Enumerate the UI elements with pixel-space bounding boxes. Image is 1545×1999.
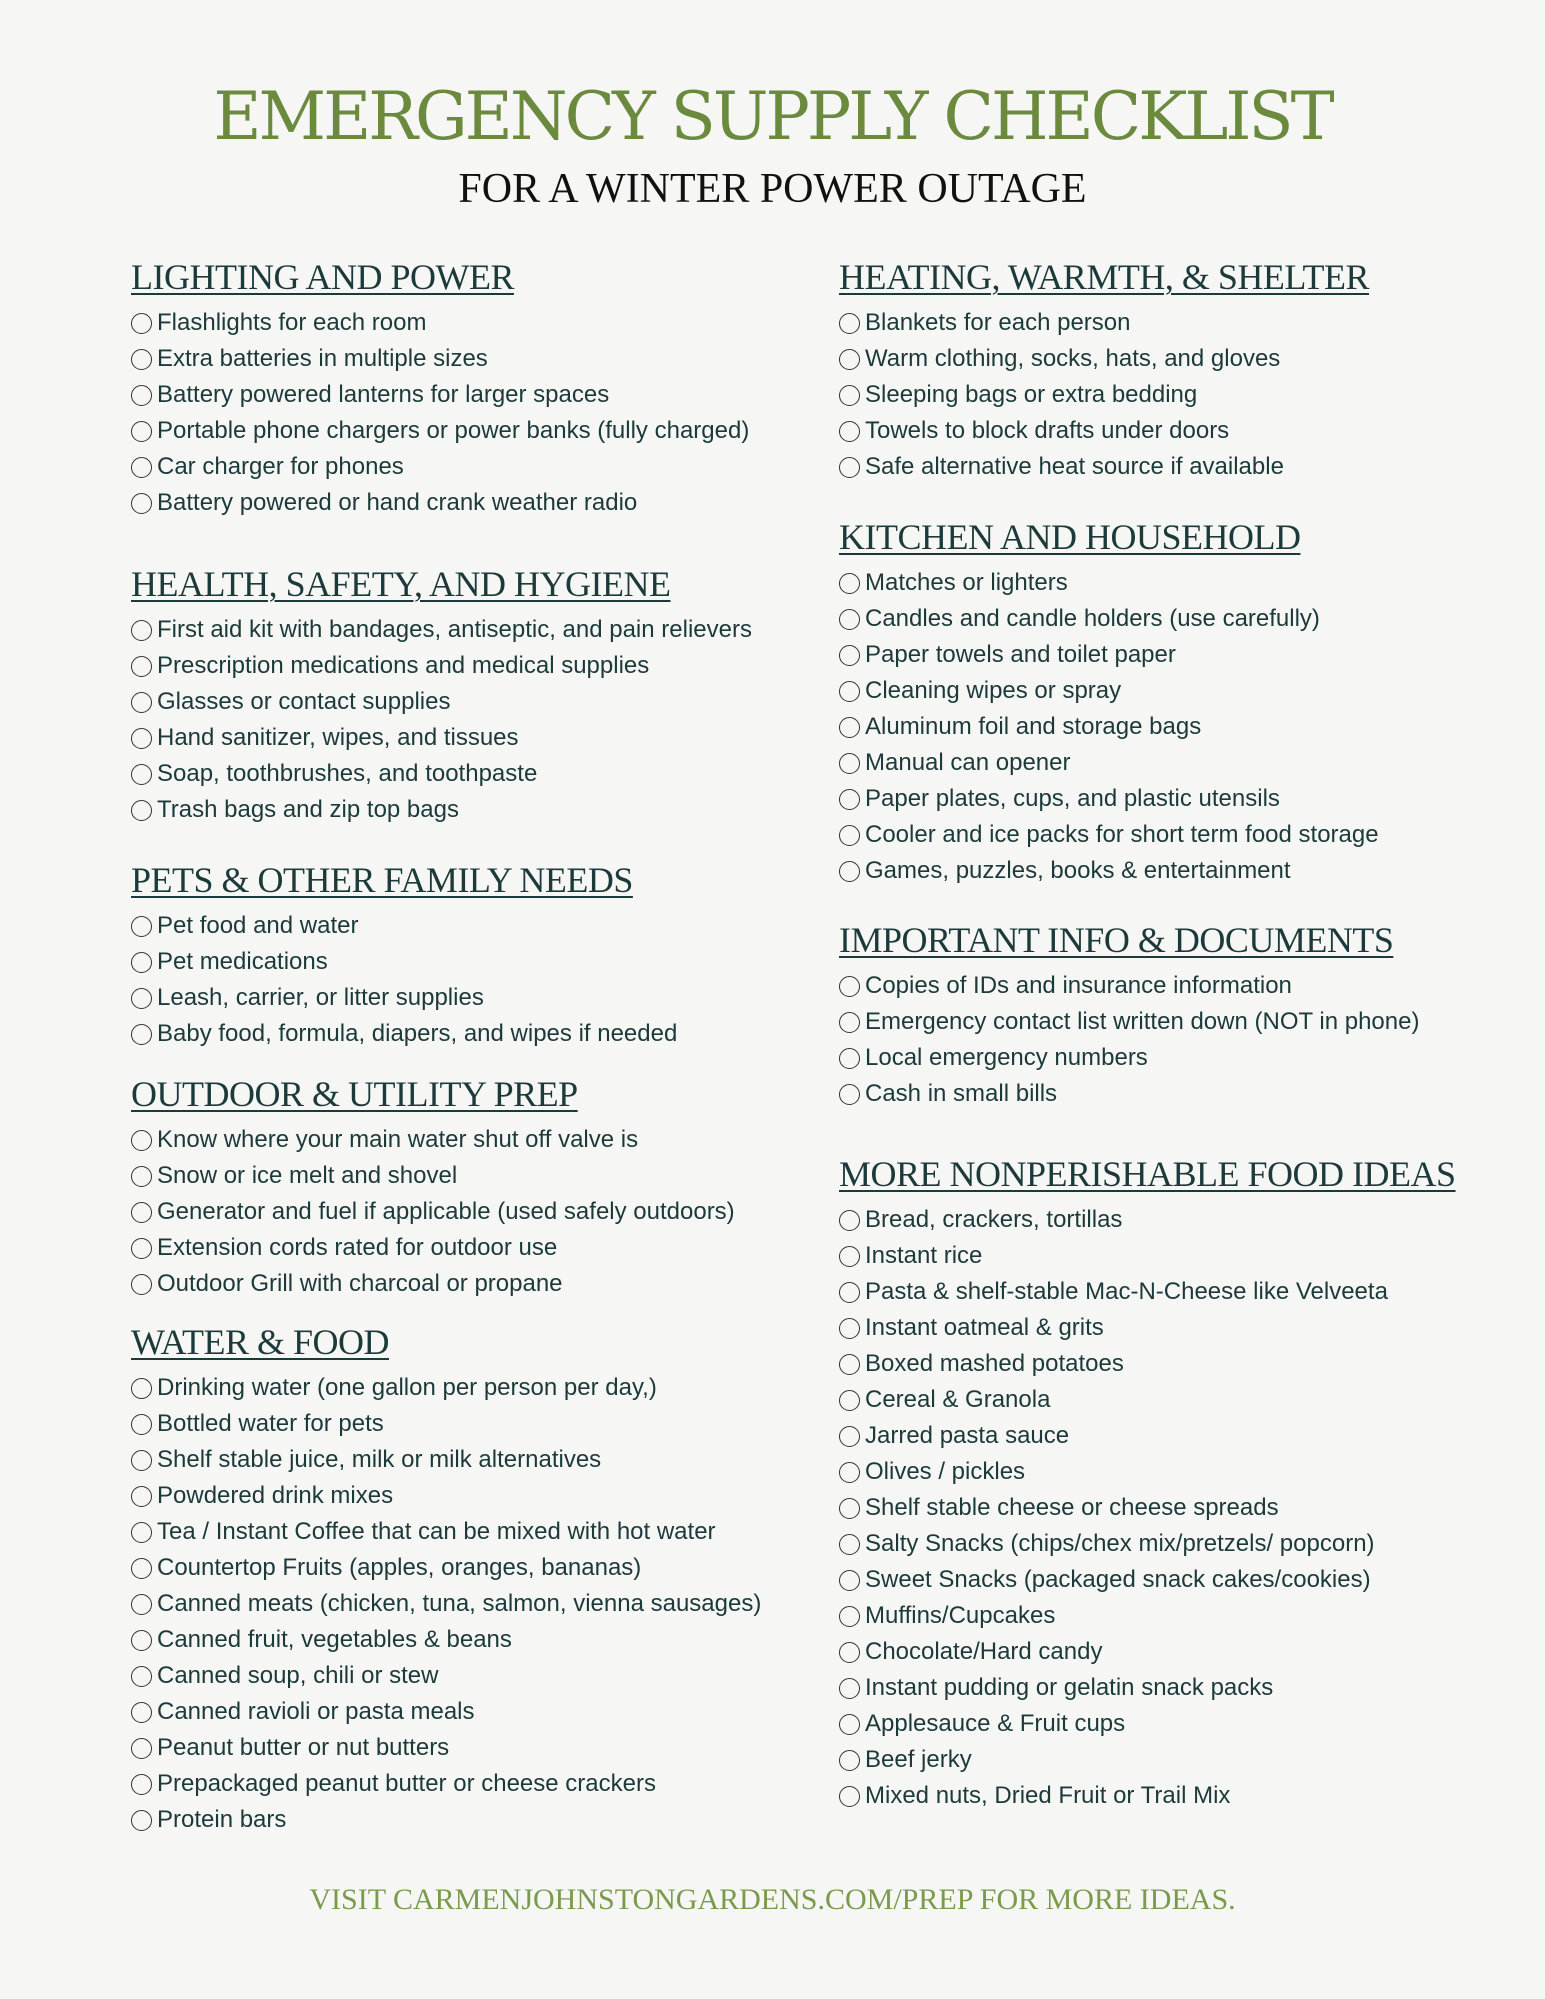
checkbox-circle-icon[interactable] bbox=[131, 1274, 152, 1295]
checklist-item[interactable] bbox=[839, 673, 1529, 709]
checkbox-circle-icon[interactable] bbox=[131, 656, 152, 677]
section-pets bbox=[131, 858, 811, 1052]
checkbox-circle-icon[interactable] bbox=[839, 1048, 860, 1069]
checklist-item[interactable] bbox=[839, 565, 1529, 601]
checkbox-circle-icon[interactable] bbox=[839, 1084, 860, 1105]
checkbox-circle-icon[interactable] bbox=[839, 825, 860, 846]
checkbox-circle-icon[interactable] bbox=[839, 1390, 860, 1411]
checklist-item[interactable] bbox=[131, 1016, 811, 1052]
checklist bbox=[131, 612, 811, 828]
checkbox-circle-icon[interactable] bbox=[131, 1238, 152, 1259]
checkbox-circle-icon[interactable] bbox=[839, 789, 860, 810]
checklist-item-label: Baby food, formula, diapers, and wipes if needed bbox=[157, 1020, 678, 1047]
checklist-item[interactable] bbox=[131, 1658, 811, 1694]
checklist-item[interactable] bbox=[131, 1766, 811, 1802]
checkbox-circle-icon[interactable] bbox=[839, 609, 860, 630]
checklist-item-label: Copies of IDs and insurance information bbox=[865, 972, 1292, 999]
checkbox-circle-icon[interactable] bbox=[839, 349, 860, 370]
checklist-item[interactable] bbox=[839, 709, 1529, 745]
checklist-item-label: Instant pudding or gelatin snack packs bbox=[865, 1674, 1274, 1701]
checkbox-circle-icon[interactable] bbox=[131, 988, 152, 1009]
checkbox-circle-icon[interactable] bbox=[839, 976, 860, 997]
page-title: EMERGENCY SUPPLY CHECKLIST bbox=[213, 78, 1332, 155]
checklist-item[interactable] bbox=[131, 1406, 811, 1442]
checklist-item-label: Soap, toothbrushes, and toothpaste bbox=[157, 760, 538, 787]
checklist-item[interactable] bbox=[839, 1238, 1529, 1274]
checklist-item-label: Beef jerky bbox=[865, 1746, 972, 1773]
checklist-item-label: Instant rice bbox=[865, 1242, 983, 1269]
checkbox-circle-icon[interactable] bbox=[131, 1810, 152, 1831]
checklist-item-label: Blankets for each person bbox=[865, 309, 1131, 336]
checkbox-circle-icon[interactable] bbox=[131, 1202, 152, 1223]
section-heading: WATER & FOOD bbox=[131, 1322, 390, 1362]
section-heading: HEATING, WARMTH, & SHELTER bbox=[839, 257, 1370, 297]
checklist-item-label: Mixed nuts, Dried Fruit or Trail Mix bbox=[865, 1782, 1231, 1809]
checklist-item[interactable] bbox=[839, 1274, 1529, 1310]
checklist-item[interactable] bbox=[839, 1490, 1529, 1526]
checklist-item-label: Sweet Snacks (packaged snack cakes/cookies) bbox=[865, 1566, 1371, 1593]
checkbox-circle-icon[interactable] bbox=[131, 493, 152, 514]
checklist-item-label: Muffins/Cupcakes bbox=[865, 1602, 1056, 1629]
checklist-item-label: Matches or lighters bbox=[865, 569, 1068, 596]
checklist-item-label: Tea / Instant Coffee that can be mixed with hot water bbox=[157, 1518, 716, 1545]
checkbox-circle-icon[interactable] bbox=[839, 645, 860, 666]
checklist-item[interactable] bbox=[839, 817, 1529, 853]
checklist-item[interactable] bbox=[839, 1706, 1529, 1742]
checklist-item[interactable] bbox=[131, 1122, 811, 1158]
checklist-item-label: Canned meats (chicken, tuna, salmon, vienna sausages) bbox=[157, 1590, 762, 1617]
checklist-item[interactable] bbox=[131, 1194, 811, 1230]
checklist-item[interactable] bbox=[131, 413, 811, 449]
checklist-item[interactable] bbox=[131, 305, 811, 341]
checkbox-circle-icon[interactable] bbox=[131, 764, 152, 785]
checklist-item[interactable] bbox=[839, 1526, 1529, 1562]
checklist-item-label: Towels to block drafts under doors bbox=[865, 417, 1230, 444]
checklist-item-label: Instant oatmeal & grits bbox=[865, 1314, 1104, 1341]
checklist-item[interactable] bbox=[131, 1230, 811, 1266]
checklist-item-label: Glasses or contact supplies bbox=[157, 688, 451, 715]
checklist-item[interactable] bbox=[131, 648, 811, 684]
checklist-item[interactable] bbox=[839, 637, 1529, 673]
checklist-item-label: Flashlights for each room bbox=[157, 309, 427, 336]
checklist-item-label: Battery powered lanterns for larger spaces bbox=[157, 381, 610, 408]
checklist-item-label: Cash in small bills bbox=[865, 1080, 1058, 1107]
checkbox-circle-icon[interactable] bbox=[839, 1786, 860, 1807]
section-heading: KITCHEN AND HOUSEHOLD bbox=[839, 517, 1301, 557]
checkbox-circle-icon[interactable] bbox=[131, 1630, 152, 1651]
checkbox-circle-icon[interactable] bbox=[131, 421, 152, 442]
checklist-item-label: Extra batteries in multiple sizes bbox=[157, 345, 488, 372]
section-lighting bbox=[131, 255, 811, 521]
checklist-item[interactable] bbox=[131, 1586, 811, 1622]
checklist-item[interactable] bbox=[839, 1454, 1529, 1490]
checklist-item-label: Countertop Fruits (apples, oranges, bananas) bbox=[157, 1554, 642, 1581]
checkbox-circle-icon[interactable] bbox=[839, 1678, 860, 1699]
checklist-item-label: Extension cords rated for outdoor use bbox=[157, 1234, 558, 1261]
checklist-item-label: Protein bars bbox=[157, 1806, 287, 1833]
checkbox-circle-icon[interactable] bbox=[131, 385, 152, 406]
checklist-item[interactable] bbox=[839, 853, 1529, 889]
checklist-item-label: Shelf stable juice, milk or milk alternatives bbox=[157, 1446, 602, 1473]
checklist-item[interactable] bbox=[839, 1634, 1529, 1670]
checklist-item[interactable] bbox=[839, 968, 1529, 1004]
checklist-item-label: Car charger for phones bbox=[157, 453, 404, 480]
checklist-item-label: Battery powered or hand crank weather radio bbox=[157, 489, 638, 516]
checkbox-circle-icon[interactable] bbox=[839, 681, 860, 702]
checklist-item-label: Emergency contact list written down (NOT in phone) bbox=[865, 1008, 1420, 1035]
checklist-item-label: Leash, carrier, or litter supplies bbox=[157, 984, 484, 1011]
checklist-item-label: Cereal & Granola bbox=[865, 1386, 1051, 1413]
checkbox-circle-icon[interactable] bbox=[839, 1714, 860, 1735]
checkbox-circle-icon[interactable] bbox=[131, 1738, 152, 1759]
checklist bbox=[131, 908, 811, 1052]
checklist-item-label: Prepackaged peanut butter or cheese crackers bbox=[157, 1770, 656, 1797]
checklist-item[interactable] bbox=[131, 1266, 811, 1302]
checklist-item-label: Shelf stable cheese or cheese spreads bbox=[865, 1494, 1279, 1521]
checklist-item-label: Games, puzzles, books & entertainment bbox=[865, 857, 1291, 884]
checklist-item-label: Canned soup, chili or stew bbox=[157, 1662, 439, 1689]
checklist-item-label: Jarred pasta sauce bbox=[865, 1422, 1070, 1449]
checkbox-circle-icon[interactable] bbox=[839, 1642, 860, 1663]
checkbox-circle-icon[interactable] bbox=[131, 1774, 152, 1795]
checklist-item[interactable] bbox=[131, 612, 811, 648]
checklist-item[interactable] bbox=[839, 1202, 1529, 1238]
checklist-item[interactable] bbox=[131, 720, 811, 756]
checklist-item-label: Aluminum foil and storage bags bbox=[865, 713, 1202, 740]
checklist-item[interactable] bbox=[839, 1310, 1529, 1346]
checklist-item-label: Hand sanitizer, wipes, and tissues bbox=[157, 724, 519, 751]
checkbox-circle-icon[interactable] bbox=[131, 1702, 152, 1723]
checklist-item-label: Salty Snacks (chips/chex mix/pretzels/ popcorn) bbox=[865, 1530, 1375, 1557]
checklist-item[interactable] bbox=[839, 1562, 1529, 1598]
footer-link[interactable]: VISIT CARMENJOHNSTONGARDENS.COM/PREP FOR MORE IDEAS. bbox=[309, 1883, 1236, 1916]
checklist-item[interactable] bbox=[839, 341, 1529, 377]
checklist bbox=[131, 1370, 811, 1838]
checklist bbox=[839, 968, 1529, 1112]
checkbox-circle-icon[interactable] bbox=[131, 692, 152, 713]
checklist-item-label: Trash bags and zip top bags bbox=[157, 796, 459, 823]
checklist-item[interactable] bbox=[131, 377, 811, 413]
checklist-item-label: Safe alternative heat source if available bbox=[865, 453, 1284, 480]
checklist-item[interactable] bbox=[131, 1550, 811, 1586]
checklist-item-label: Cleaning wipes or spray bbox=[865, 677, 1122, 704]
checklist-item-label: Warm clothing, socks, hats, and gloves bbox=[865, 345, 1281, 372]
section-heading: MORE NONPERISHABLE FOOD IDEAS bbox=[839, 1154, 1456, 1194]
checklist-item[interactable] bbox=[839, 1040, 1529, 1076]
checkbox-circle-icon[interactable] bbox=[131, 1450, 152, 1471]
checklist-item-label: Olives / pickles bbox=[865, 1458, 1026, 1485]
checkbox-circle-icon[interactable] bbox=[839, 1246, 860, 1267]
checklist-item-label: Pet food and water bbox=[157, 912, 359, 939]
checkbox-circle-icon[interactable] bbox=[131, 620, 152, 641]
checklist bbox=[839, 565, 1529, 889]
checkbox-circle-icon[interactable] bbox=[131, 313, 152, 334]
checklist-item-label: Prescription medications and medical supplies bbox=[157, 652, 650, 679]
checklist-item[interactable] bbox=[839, 745, 1529, 781]
checklist-item[interactable] bbox=[131, 1622, 811, 1658]
checklist-item[interactable] bbox=[839, 1382, 1529, 1418]
checkbox-circle-icon[interactable] bbox=[131, 457, 152, 478]
checklist-item-label: Boxed mashed potatoes bbox=[865, 1350, 1124, 1377]
checkbox-circle-icon[interactable] bbox=[839, 1498, 860, 1519]
checklist-item-label: Snow or ice melt and shovel bbox=[157, 1162, 458, 1189]
checkbox-circle-icon[interactable] bbox=[131, 1166, 152, 1187]
checklist-item-label: Sleeping bags or extra bedding bbox=[865, 381, 1198, 408]
checkbox-circle-icon[interactable] bbox=[839, 717, 860, 738]
checkbox-circle-icon[interactable] bbox=[839, 1426, 860, 1447]
checklist-item-label: Chocolate/Hard candy bbox=[865, 1638, 1103, 1665]
checklist-item[interactable] bbox=[839, 1076, 1529, 1112]
checklist-item[interactable] bbox=[131, 1514, 811, 1550]
checklist-item-label: Canned ravioli or pasta meals bbox=[157, 1698, 475, 1725]
checkbox-circle-icon[interactable] bbox=[839, 1318, 860, 1339]
checkbox-circle-icon[interactable] bbox=[839, 1606, 860, 1627]
checklist-item[interactable] bbox=[131, 485, 811, 521]
section-heading: HEALTH, SAFETY, AND HYGIENE bbox=[131, 564, 671, 604]
checkbox-circle-icon[interactable] bbox=[839, 1570, 860, 1591]
checklist bbox=[839, 305, 1529, 485]
section-outdoor bbox=[131, 1072, 811, 1302]
section-food bbox=[839, 1152, 1529, 1814]
checkbox-circle-icon[interactable] bbox=[131, 349, 152, 370]
checklist-item[interactable] bbox=[131, 1802, 811, 1838]
checklist-item[interactable] bbox=[839, 377, 1529, 413]
checklist-item[interactable] bbox=[839, 1670, 1529, 1706]
checkbox-circle-icon[interactable] bbox=[839, 457, 860, 478]
checklist-item[interactable] bbox=[131, 1158, 811, 1194]
section-heading: IMPORTANT INFO & DOCUMENTS bbox=[839, 920, 1394, 960]
checklist-item-label: Portable phone chargers or power banks (fully charged) bbox=[157, 417, 750, 444]
checklist-item-label: Bread, crackers, tortillas bbox=[865, 1206, 1123, 1233]
section-water bbox=[131, 1320, 811, 1838]
checklist-item[interactable] bbox=[131, 1442, 811, 1478]
checklist-item-label: Local emergency numbers bbox=[865, 1044, 1148, 1071]
checklist-item[interactable] bbox=[131, 792, 811, 828]
checklist-item-label: Outdoor Grill with charcoal or propane bbox=[157, 1270, 563, 1297]
checklist-item[interactable] bbox=[131, 980, 811, 1016]
checklist-item-label: Pasta & shelf-stable Mac-N-Cheese like Velveeta bbox=[865, 1278, 1388, 1305]
page-subtitle: FOR A WINTER POWER OUTAGE bbox=[458, 166, 1087, 212]
checklist-item-label: Powdered drink mixes bbox=[157, 1482, 394, 1509]
section-heading: OUTDOOR & UTILITY PREP bbox=[131, 1074, 578, 1114]
checklist-item[interactable] bbox=[839, 1598, 1529, 1634]
checklist-item-label: Drinking water (one gallon per person per day,) bbox=[157, 1374, 657, 1401]
checklist-item[interactable] bbox=[131, 341, 811, 377]
checkbox-circle-icon[interactable] bbox=[839, 1354, 860, 1375]
checkbox-circle-icon[interactable] bbox=[131, 916, 152, 937]
checklist-item[interactable] bbox=[839, 781, 1529, 817]
checklist bbox=[131, 1122, 811, 1302]
checkbox-circle-icon[interactable] bbox=[131, 952, 152, 973]
checklist-item-label: Candles and candle holders (use carefully) bbox=[865, 605, 1320, 632]
checkbox-circle-icon[interactable] bbox=[839, 573, 860, 594]
checkbox-circle-icon[interactable] bbox=[839, 1462, 860, 1483]
checklist-item-label: Paper plates, cups, and plastic utensils bbox=[865, 785, 1280, 812]
checkbox-circle-icon[interactable] bbox=[131, 1378, 152, 1399]
checkbox-circle-icon[interactable] bbox=[131, 1522, 152, 1543]
checkbox-circle-icon[interactable] bbox=[131, 1024, 152, 1045]
checklist-item[interactable] bbox=[131, 684, 811, 720]
checkbox-circle-icon[interactable] bbox=[131, 800, 152, 821]
checklist-item[interactable] bbox=[839, 601, 1529, 637]
checkbox-circle-icon[interactable] bbox=[839, 313, 860, 334]
checkbox-circle-icon[interactable] bbox=[131, 1666, 152, 1687]
checkbox-circle-icon[interactable] bbox=[839, 385, 860, 406]
checklist-item-label: Cooler and ice packs for short term food storage bbox=[865, 821, 1379, 848]
checklist-item-label: Applesauce & Fruit cups bbox=[865, 1710, 1126, 1737]
checklist-item[interactable] bbox=[839, 1346, 1529, 1382]
checkbox-circle-icon[interactable] bbox=[131, 1414, 152, 1435]
checkbox-circle-icon[interactable] bbox=[839, 1750, 860, 1771]
checkbox-circle-icon[interactable] bbox=[131, 1558, 152, 1579]
checklist-item[interactable] bbox=[131, 756, 811, 792]
checklist-item[interactable] bbox=[131, 908, 811, 944]
section-heading: LIGHTING AND POWER bbox=[131, 257, 514, 297]
checklist-item-label: Peanut butter or nut butters bbox=[157, 1734, 450, 1761]
checkbox-circle-icon[interactable] bbox=[131, 1130, 152, 1151]
checkbox-circle-icon[interactable] bbox=[839, 1534, 860, 1555]
checkbox-circle-icon[interactable] bbox=[839, 1210, 860, 1231]
checklist-item[interactable] bbox=[839, 1004, 1529, 1040]
checklist-item-label: Canned fruit, vegetables & beans bbox=[157, 1626, 512, 1653]
section-documents bbox=[839, 918, 1529, 1112]
checklist-item[interactable] bbox=[839, 1742, 1529, 1778]
section-heading: PETS & OTHER FAMILY NEEDS bbox=[131, 860, 633, 900]
checkbox-circle-icon[interactable] bbox=[131, 1486, 152, 1507]
checkbox-circle-icon[interactable] bbox=[131, 1594, 152, 1615]
checklist-item[interactable] bbox=[839, 305, 1529, 341]
checklist-item-label: First aid kit with bandages, antiseptic, and pain relievers bbox=[157, 616, 752, 643]
checklist-item[interactable] bbox=[131, 1370, 811, 1406]
checklist-item[interactable] bbox=[131, 1478, 811, 1514]
checklist-item-label: Generator and fuel if applicable (used safely outdoors) bbox=[157, 1198, 735, 1225]
checklist-item[interactable] bbox=[839, 413, 1529, 449]
section-kitchen bbox=[839, 515, 1529, 889]
checkbox-circle-icon[interactable] bbox=[839, 1282, 860, 1303]
checkbox-circle-icon[interactable] bbox=[839, 421, 860, 442]
checklist-item-label: Know where your main water shut off valve is bbox=[157, 1126, 639, 1153]
checklist-item[interactable] bbox=[131, 1694, 811, 1730]
checklist bbox=[131, 305, 811, 521]
section-heating bbox=[839, 255, 1529, 485]
checklist-item-label: Manual can opener bbox=[865, 749, 1071, 776]
checklist-item-label: Paper towels and toilet paper bbox=[865, 641, 1176, 668]
checkbox-circle-icon[interactable] bbox=[839, 1012, 860, 1033]
checklist-item-label: Pet medications bbox=[157, 948, 328, 975]
checklist-item[interactable] bbox=[839, 1418, 1529, 1454]
checklist bbox=[839, 1202, 1529, 1814]
checklist-item-label: Bottled water for pets bbox=[157, 1410, 384, 1437]
checklist-item[interactable] bbox=[131, 449, 811, 485]
checkbox-circle-icon[interactable] bbox=[839, 753, 860, 774]
checkbox-circle-icon[interactable] bbox=[839, 861, 860, 882]
checklist-item[interactable] bbox=[131, 944, 811, 980]
section-health bbox=[131, 562, 811, 828]
checklist-item[interactable] bbox=[839, 449, 1529, 485]
checkbox-circle-icon[interactable] bbox=[131, 728, 152, 749]
checklist-item[interactable] bbox=[839, 1778, 1529, 1814]
checklist-item[interactable] bbox=[131, 1730, 811, 1766]
